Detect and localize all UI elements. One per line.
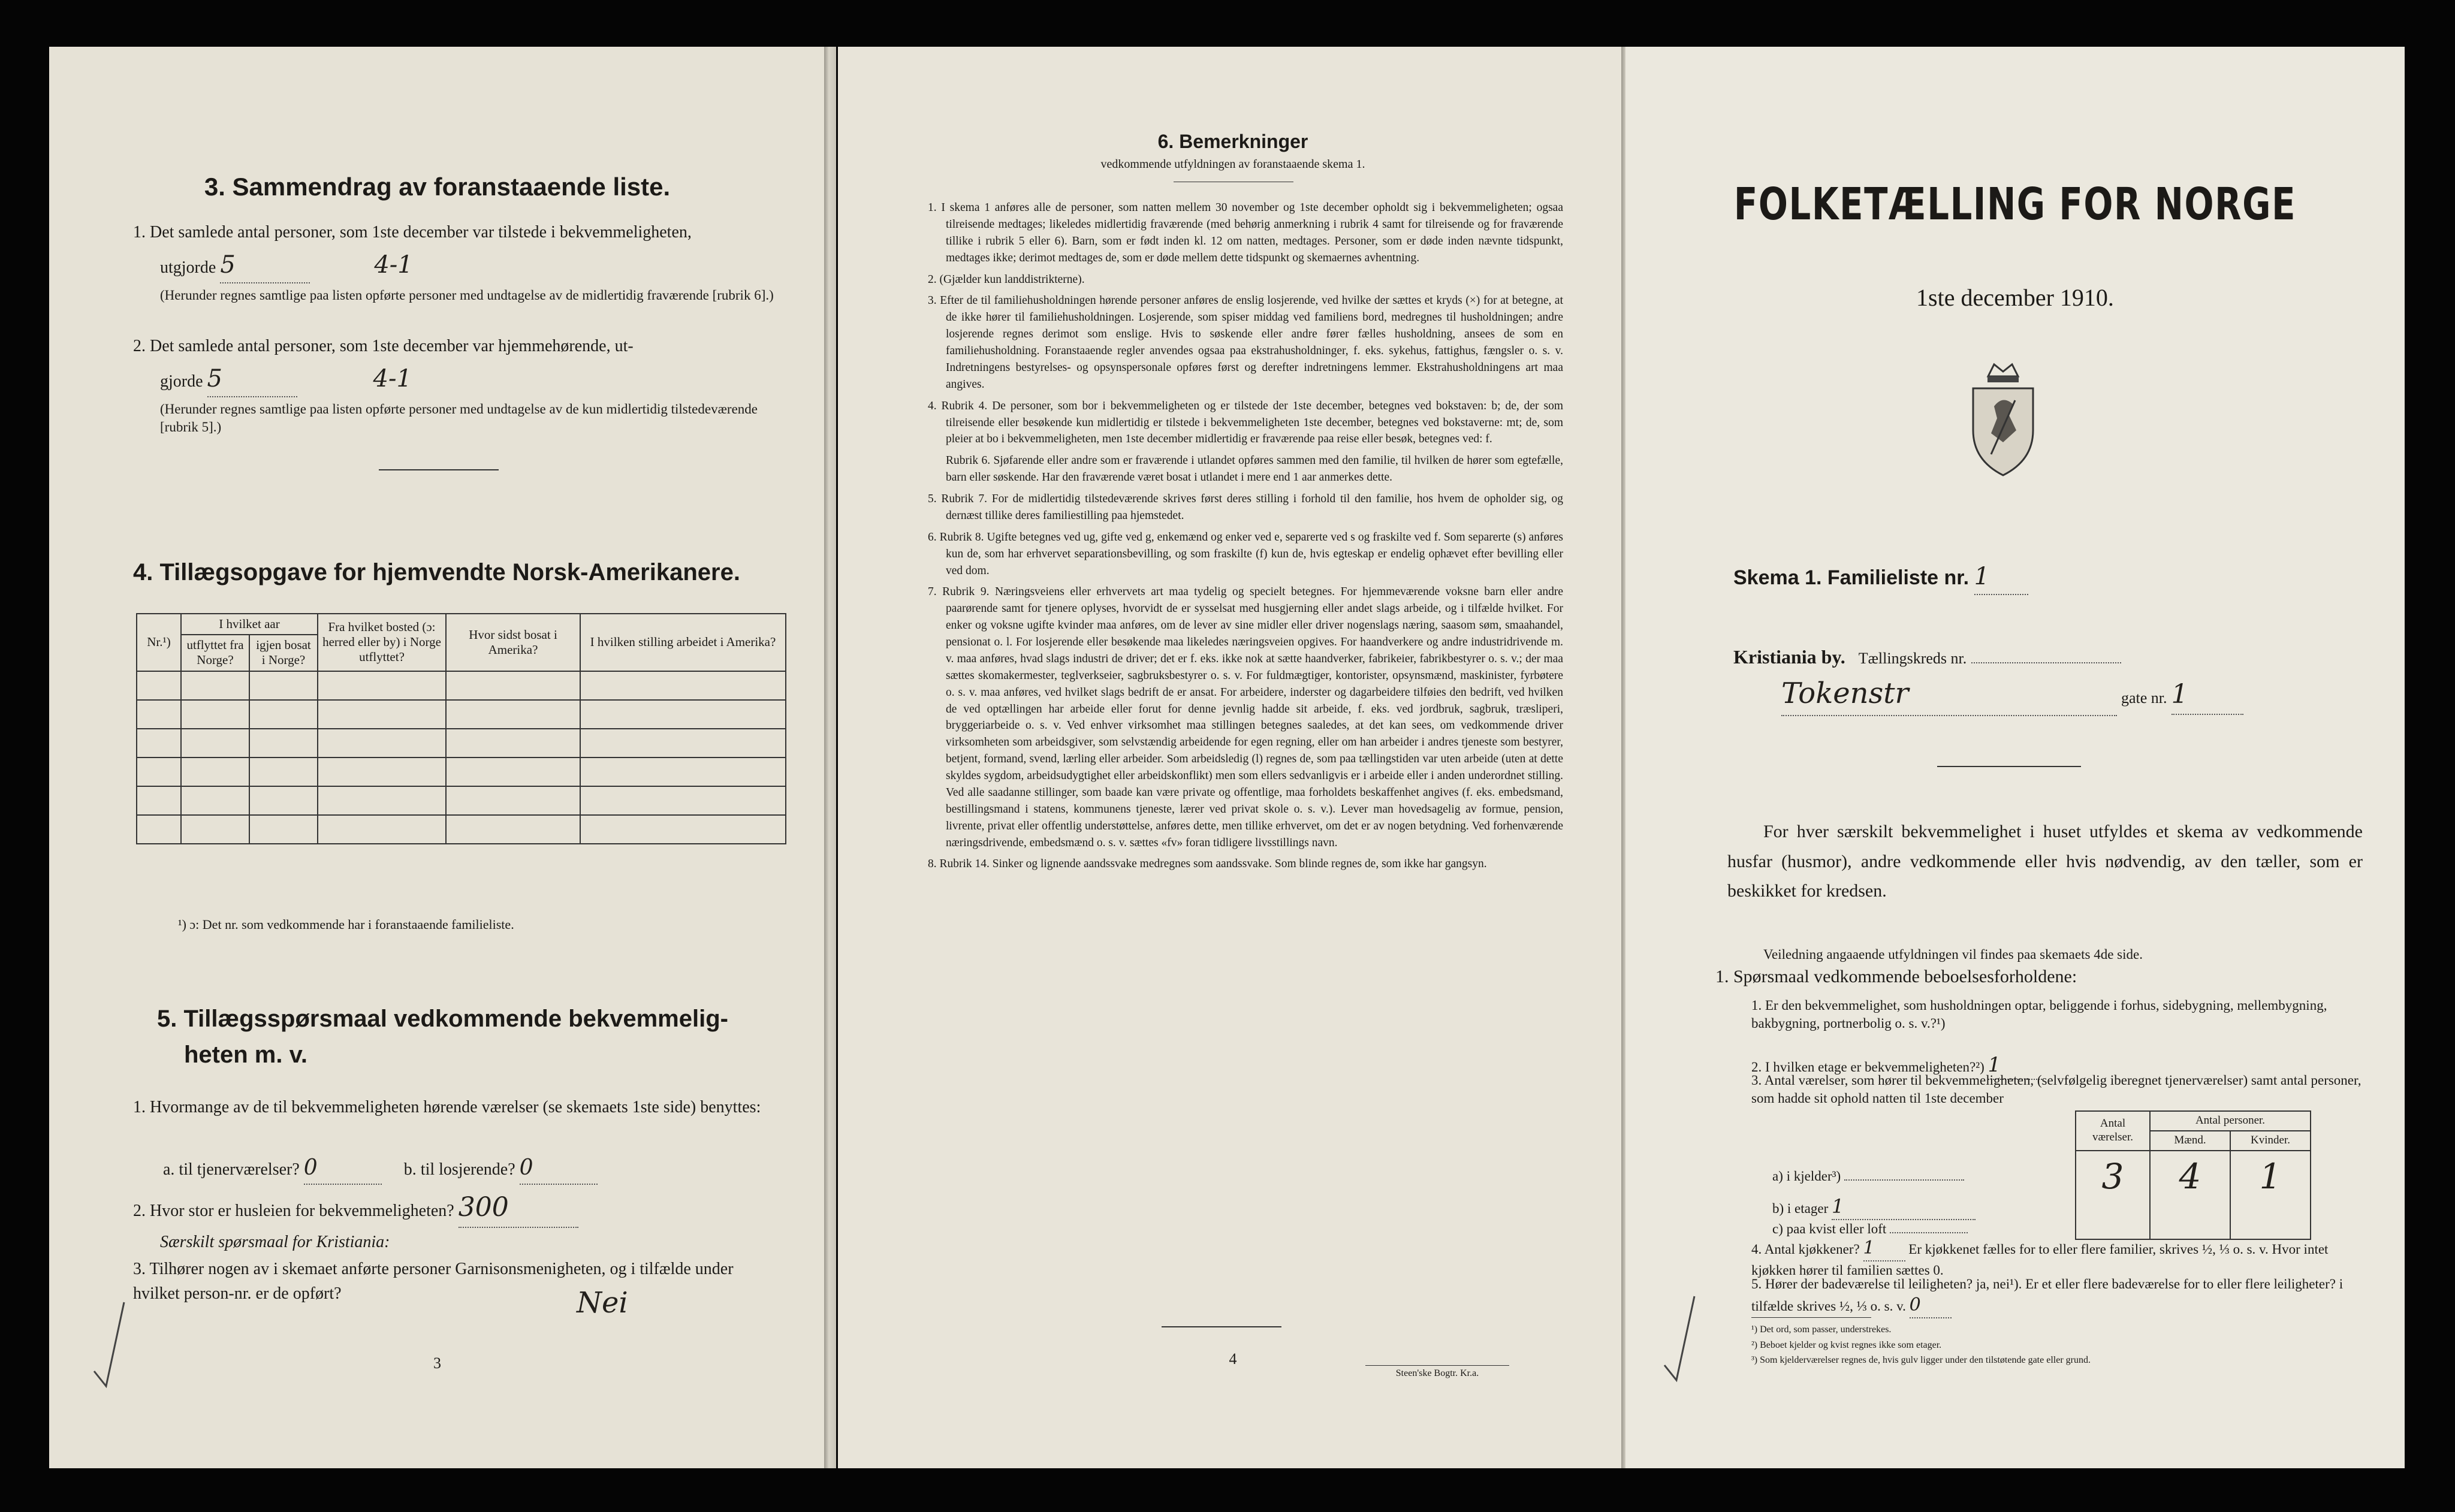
row-kvist-label: c) paa kvist eller loft bbox=[1772, 1221, 1887, 1236]
section-6-title: 6. Bemerkninger bbox=[1157, 131, 1308, 152]
remark-item: 2. (Gjælder kun landdistrikterne). bbox=[928, 273, 1085, 286]
col-from-where: Fra hvilket bosted (ɔ: herred eller by) i Norge utflyttet? bbox=[318, 614, 446, 671]
footnote: ³) Som kjelderværelser regnes de, hvis gulv ligger under den tilstøtende gate eller grund. bbox=[1751, 1355, 2091, 1366]
women-value[interactable]: 1 bbox=[2230, 1151, 2311, 1203]
page-left bbox=[49, 47, 825, 1468]
row-etager-value[interactable]: 1 bbox=[1832, 1194, 1976, 1220]
divider bbox=[1751, 1317, 1871, 1318]
footnote: ¹) Det ord, som passer, understrekes. bbox=[1751, 1324, 1892, 1335]
check-mark-icon bbox=[91, 1299, 127, 1389]
sec5-q1: 1. Hvormange av de til bekvemmeligheten hørende værelser (se skemaets 1ste side) benyttes: bbox=[133, 1098, 761, 1116]
gate-label: gate nr. bbox=[2121, 689, 2167, 707]
col-returned: igjen bosat i Norge? bbox=[249, 635, 318, 671]
col-year-group: I hvilket aar bbox=[181, 614, 318, 635]
form-guide: Veiledning angaaende utfyldningen vil findes paa skemaets 4de side. bbox=[1763, 947, 2143, 962]
remark-item: 7. Rubrik 9. Næringsveiens eller erhvervets art maa tydelig og specielt betegnes. For hjemmeværende voksne barn eller andre paarørende samt for tjenere oplyses, hvorvidt de er sysselsat med husgjerning eller andet slags arbeide, og i tilfælde hvilket. For enker og voksne ugifte kvinder maa anføres, om de lever av sine midler eller driver nogenslags næring, saasom søm, smaahandel, pensionat o. l. For losjerende eller besøkende maa likeledes næringsveien opgives. For haandverkere og andre industridrivende m. v. maa anføres, hvad slags industri de driver; det er f. eks. ikke nok at sætte haandverker, fabrikeier, fabrikbestyrer o. s. v.; der maa sættes skomakermester, teglverkseier, sagbruksbestyrer o. s. v. For fuldmægtiger, kontorister, opsynsmænd, maskinister, fyrbøtere o. s. v. maa anføres, ved hvilket slags bedrift de er ansat. For arbeidere, inderster og dagarbeidere tilføies den bedrift, ved hvilken de ved optællingen har arbeide eller forut for denne jevnlig hadde sit arbeide, f. eks. ved jordbruk, sagbruk, træsliperi, bryggeriarbeide o. s. v. Ved enhver virksomhet maa stillingen betegnes saaledes, at det kan sees, om vedkommende driver virksomheten som arbeidsgiver, som selvstændig arbeidende for egen regning, eller om han arbeider i andres tjeneste som bestyrer, betjent, formand, svend, lærling eller arbeider. Som arbeidsledig (l) regnes de, som paa tællingstiden var uten arbeide (uten at dette skyldes sygdom, arbeidsudygtighet eller arbeidskonflikt) men som ellers sedvanligvis er i arbeide eller i anden underordnet stilling. Ved alle saadanne stillinger, som baade kan være private og offentlige, maa forholdets beskaffenhet angives (f. eks. embedsmand, bestillingsmand i statens, kommunens tjeneste, lærer ved privat skole o. s. v.). Lever man hovedsagelig av formue, pension, livrente, privat eller offentlig understøttelse, anføres dette, men tillike erhvervet, om det er av nogen betydning. Ved forhenværende næringsdrivende, embedsmænd o. s. v. sættes «fv» foran tidligere livsstillings navn. bbox=[928, 586, 1563, 849]
footnotes bbox=[1751, 1322, 2363, 1368]
check-mark-icon bbox=[1661, 1293, 1697, 1383]
city-line bbox=[1733, 643, 2121, 671]
form-title: FOLKETÆLLING FOR NORGE bbox=[1733, 179, 2297, 230]
district-value[interactable] bbox=[1971, 662, 2121, 663]
remark-item: Rubrik 6. Sjøfarende eller andre som er fraværende i utlandet opføres sammen med den familie, til hvilken de hører som egtefælle, barn eller søskende. Har den fraværende været bosat i utlandet i mere end 1 aar anmerkes dette. bbox=[946, 454, 1563, 484]
question-5 bbox=[1751, 1275, 2363, 1318]
gate-value[interactable]: 1 bbox=[2172, 675, 2243, 715]
col-women: Kvinder. bbox=[2230, 1131, 2311, 1151]
row-kjelder bbox=[1772, 1167, 2060, 1194]
question-4 bbox=[1751, 1236, 2363, 1279]
sec3-q1-line bbox=[160, 248, 413, 283]
remark-item: 5. Rubrik 7. For de midlertidig tilstedeværende skrives først deres stilling i forhold til den familie, hos hvem de opholder sig, og dernæst tillike deres familiestilling paa hjemstedet. bbox=[928, 493, 1563, 522]
sec5-q1b-value[interactable]: 0 bbox=[520, 1152, 598, 1185]
table-row[interactable] bbox=[137, 671, 786, 700]
printer-imprint: Steen'ske Bogtr. Kr.a. bbox=[1365, 1365, 1509, 1379]
row-etager-label: b) i etager bbox=[1772, 1201, 1829, 1216]
table-row[interactable] bbox=[137, 815, 786, 844]
table-row[interactable] bbox=[137, 757, 786, 786]
question-4-value[interactable]: 1 bbox=[1863, 1236, 1905, 1261]
col-last-where: Hvor sidst bosat i Amerika? bbox=[446, 614, 580, 671]
col-persons: Antal personer. bbox=[2150, 1111, 2311, 1131]
table-row[interactable] bbox=[137, 700, 786, 729]
rooms-value[interactable]: 3 bbox=[2076, 1151, 2150, 1203]
footnote: ²) Beboet kjelder og kvist regnes ikke som etager. bbox=[1751, 1339, 1942, 1350]
sec5-q2-label: 2. Hvor stor er husleien for bekvemmeligheten? bbox=[133, 1202, 454, 1220]
questions-title: 1. Spørsmaal vedkommende beboelsesforholdene: bbox=[1715, 967, 2077, 986]
col-position: I hvilken stilling arbeidet i Amerika? bbox=[580, 614, 786, 671]
remarks-list bbox=[928, 200, 1563, 877]
page-number-4: 4 bbox=[1229, 1350, 1237, 1368]
remark-item: 3. Efter de til familiehusholdningen hørende personer anføres de enslig losjerende, ved hvilke der sættes et kryds (×) for at betegne, at de ikke hører til familiehusholdningen. Losjerende, som spiser middag ved familiens bord, medregnes til husholdningen; andre losjerende regnes derimot som enslige. Hvis to søskende eller andre fører fælles husholdning, ansees de som en familiehusholdning. Foranstaaende regler anvendes ogsaa paa ekstrahusholdninger, f. eks. sykehus, fattighus, fængsler o. s. v. Indretningens bestyrelses- og opsynspersonale opføres først og derefter indretningens lemmer. Ekstrahusholdningens art maa angives. bbox=[928, 294, 1563, 391]
sec3-q2-label: gjorde bbox=[160, 372, 203, 391]
question-2: 2. I hvilken etage er bekvemmeligheten?²) bbox=[1751, 1060, 1984, 1075]
question-5-label: 5. Hører der badeværelse til leiligheten? ja, nei¹). Er et eller flere badeværelse for to eller flere leiligheter? i tilfælde skrives ½, ⅓ o. s. v. bbox=[1751, 1276, 2344, 1314]
question-2-value[interactable]: 1 bbox=[1988, 1052, 2042, 1080]
sec5-special: Særskilt spørsmaal for Kristiania: bbox=[160, 1233, 390, 1251]
form-intro: For hver særskilt bekvemmelighet i huset utfyldes et skema av vedkommende husfar (husmor), andre vedkommende eller hvis nødvendig, av den tæller, som er beskikket for kredsen. bbox=[1727, 822, 2363, 901]
schema-line bbox=[1733, 559, 2028, 595]
sec3-q2: 2. Det samlede antal personer, som 1ste december var hjemmehørende, ut- bbox=[133, 337, 634, 355]
sec3-q1-value[interactable]: 5 bbox=[220, 248, 310, 283]
form-date: 1ste december 1910. bbox=[1916, 284, 2114, 311]
sec3-q1-extra: 4-1 bbox=[374, 251, 413, 279]
question-5-value[interactable]: 0 bbox=[1910, 1293, 1952, 1318]
sec5-q1b-label: b. til losjerende? bbox=[403, 1160, 515, 1179]
page-middle bbox=[838, 47, 1628, 1468]
page-fold bbox=[824, 47, 836, 1468]
row-labels bbox=[1772, 1167, 2060, 1247]
sec5-q1-answers bbox=[163, 1152, 598, 1185]
col-emigrated: utflyttet fra Norge? bbox=[181, 635, 249, 671]
section-3-title: 3. Sammendrag av foranstaaende liste. bbox=[204, 173, 671, 201]
sec3-q2-extra: 4-1 bbox=[373, 365, 412, 393]
norsk-amerikanere-table bbox=[136, 613, 786, 844]
remark-item: 1. I skema 1 anføres alle de personer, som natten mellem 30 november og 1ste december opholdt sig i bekvemmeligheten; ogsaa tilreisende medtages; likeledes midlertidig fraværende (med behørig anmerkning i rubrik 4 samt for tilreisende og for fraværende tillike i rubrik 5 eller 6). Barn, som er født inden kl. 12 om natten, medtages. Personer, som er døde inden nævnte tidspunkt, medtages ikke; derimot medtages de, som er døde mellem dette tidspunkt og skemaernes avhentning. bbox=[928, 201, 1563, 264]
remark-item: 8. Rubrik 14. Sinker og lignende aandssvake medregnes som aandssvake. Som blinde regnes de, som ikke har gangsyn. bbox=[928, 858, 1487, 871]
schema-label: Skema 1. Familieliste nr. bbox=[1733, 566, 1970, 589]
schema-nr[interactable]: 1 bbox=[1974, 559, 2028, 595]
table-row[interactable] bbox=[137, 729, 786, 757]
district-label: Tællingskreds nr. bbox=[1858, 650, 1967, 667]
row-kjelder-label: a) i kjelder³) bbox=[1772, 1169, 1841, 1184]
street-value[interactable]: Tokenstr bbox=[1781, 673, 2117, 716]
street-line bbox=[1781, 673, 2243, 716]
section-6-subtitle: vedkommende utfyldningen av foranstaaende skema 1. bbox=[1100, 158, 1365, 171]
section-4-title: 4. Tillægsopgave for hjemvendte Norsk-Amerikanere. bbox=[133, 559, 740, 586]
city-label: Kristiania by. bbox=[1733, 646, 1845, 668]
sec5-q2-line bbox=[133, 1188, 578, 1228]
sec3-q2-value[interactable]: 5 bbox=[207, 361, 297, 397]
remark-item: 6. Rubrik 8. Ugifte betegnes ved ug, gifte ved g, enkemænd og enker ved e, separerte ved s og fraskilte ved f. Som separerte (s) anføres kun de, som har erhvervet separationsbevilling, og som fraskilte (f) kun de, hvis egteskap er endelig ophævet efter bevilling eller ved dom. bbox=[928, 530, 1563, 577]
men-value[interactable]: 4 bbox=[2150, 1151, 2230, 1203]
rooms-persons-table bbox=[2075, 1110, 2311, 1240]
table-row[interactable] bbox=[2076, 1151, 2311, 1203]
divider bbox=[1162, 1326, 1281, 1327]
divider bbox=[1937, 766, 2081, 767]
sec5-q2-value[interactable]: 300 bbox=[459, 1188, 578, 1228]
sec5-q1a-label: a. til tjenerværelser? bbox=[163, 1160, 300, 1179]
divider bbox=[379, 469, 499, 470]
sec5-q3-value[interactable]: Nei bbox=[577, 1286, 628, 1320]
col-men: Mænd. bbox=[2150, 1131, 2230, 1151]
col-nr: Nr.¹) bbox=[137, 614, 181, 671]
section-5-title-2: heten m. v. bbox=[184, 1042, 307, 1068]
sec3-q1-label: utgjorde bbox=[160, 258, 216, 277]
remark-item: 4. Rubrik 4. De personer, som bor i bekvemmeligheten og er tilstede der 1ste december, betegnes ved bokstaven: b; de, der som tilreisende eller besøkende kun midlertidig er tilstede i bekvemmeligheten 1ste december, betegnes ved bokstaverne: mt; de, som pleier at bo i bekvemmeligheten, men 1ste december midlertidig er fraværende paa reise eller besøk, betegnes ved: f. bbox=[928, 399, 1563, 446]
col-rooms: Antal værelser. bbox=[2076, 1111, 2150, 1151]
question-1: 1. Er den bekvemmelighet, som husholdningen optar, beliggende i forhus, sidebygning, mellembygning, bakbygning, portnerbolig o. s. v.?¹) bbox=[1751, 998, 2327, 1031]
sec3-q1: 1. Det samlede antal personer, som 1ste december var tilstede i bekvemmeligheten, bbox=[133, 223, 692, 242]
question-4-label: 4. Antal kjøkkener? bbox=[1751, 1242, 1860, 1257]
question-4-rest: Er kjøkkenet fælles for to eller flere familier, skrives ½, ⅓ o. s. v. Hvor intet kjøkken hører til familien sættes 0. bbox=[1751, 1242, 2329, 1278]
row-etager bbox=[1772, 1194, 2060, 1220]
section-5-title-1: 5. Tillægsspørsmaal vedkommende bekvemmelig- bbox=[157, 1006, 728, 1032]
coat-of-arms-icon bbox=[1961, 358, 2045, 478]
sec5-q1a-value[interactable]: 0 bbox=[304, 1152, 382, 1185]
page-number-3: 3 bbox=[433, 1354, 441, 1372]
sec3-q1-note: (Herunder regnes samtlige paa listen opførte personer med undtagelse av de midlertidig fraværende [rubrik 6].) bbox=[160, 288, 774, 303]
sec3-q2-line bbox=[160, 361, 412, 397]
question-3: 3. Antal værelser, som hører til bekvemmeligheten, (selvfølgelig iberegnet tjenerværelser) samt antal personer, som hadde sit ophold natten til 1ste december bbox=[1751, 1073, 2361, 1106]
page-right bbox=[1625, 47, 2405, 1468]
sec4-footnote: ¹) ɔ: Det nr. som vedkommende har i foranstaaende familieliste. bbox=[178, 917, 514, 932]
table-row[interactable] bbox=[137, 786, 786, 815]
sec5-q3: 3. Tilhører nogen av i skemaet anførte personer Garnisonsmenigheten, og i tilfælde under hvilket person-nr. er de opført? bbox=[133, 1260, 734, 1303]
sec3-q2-note: (Herunder regnes samtlige paa listen opførte personer med undtagelse av de kun midlertidig tilstedeværende [rubrik 5].) bbox=[160, 402, 758, 435]
